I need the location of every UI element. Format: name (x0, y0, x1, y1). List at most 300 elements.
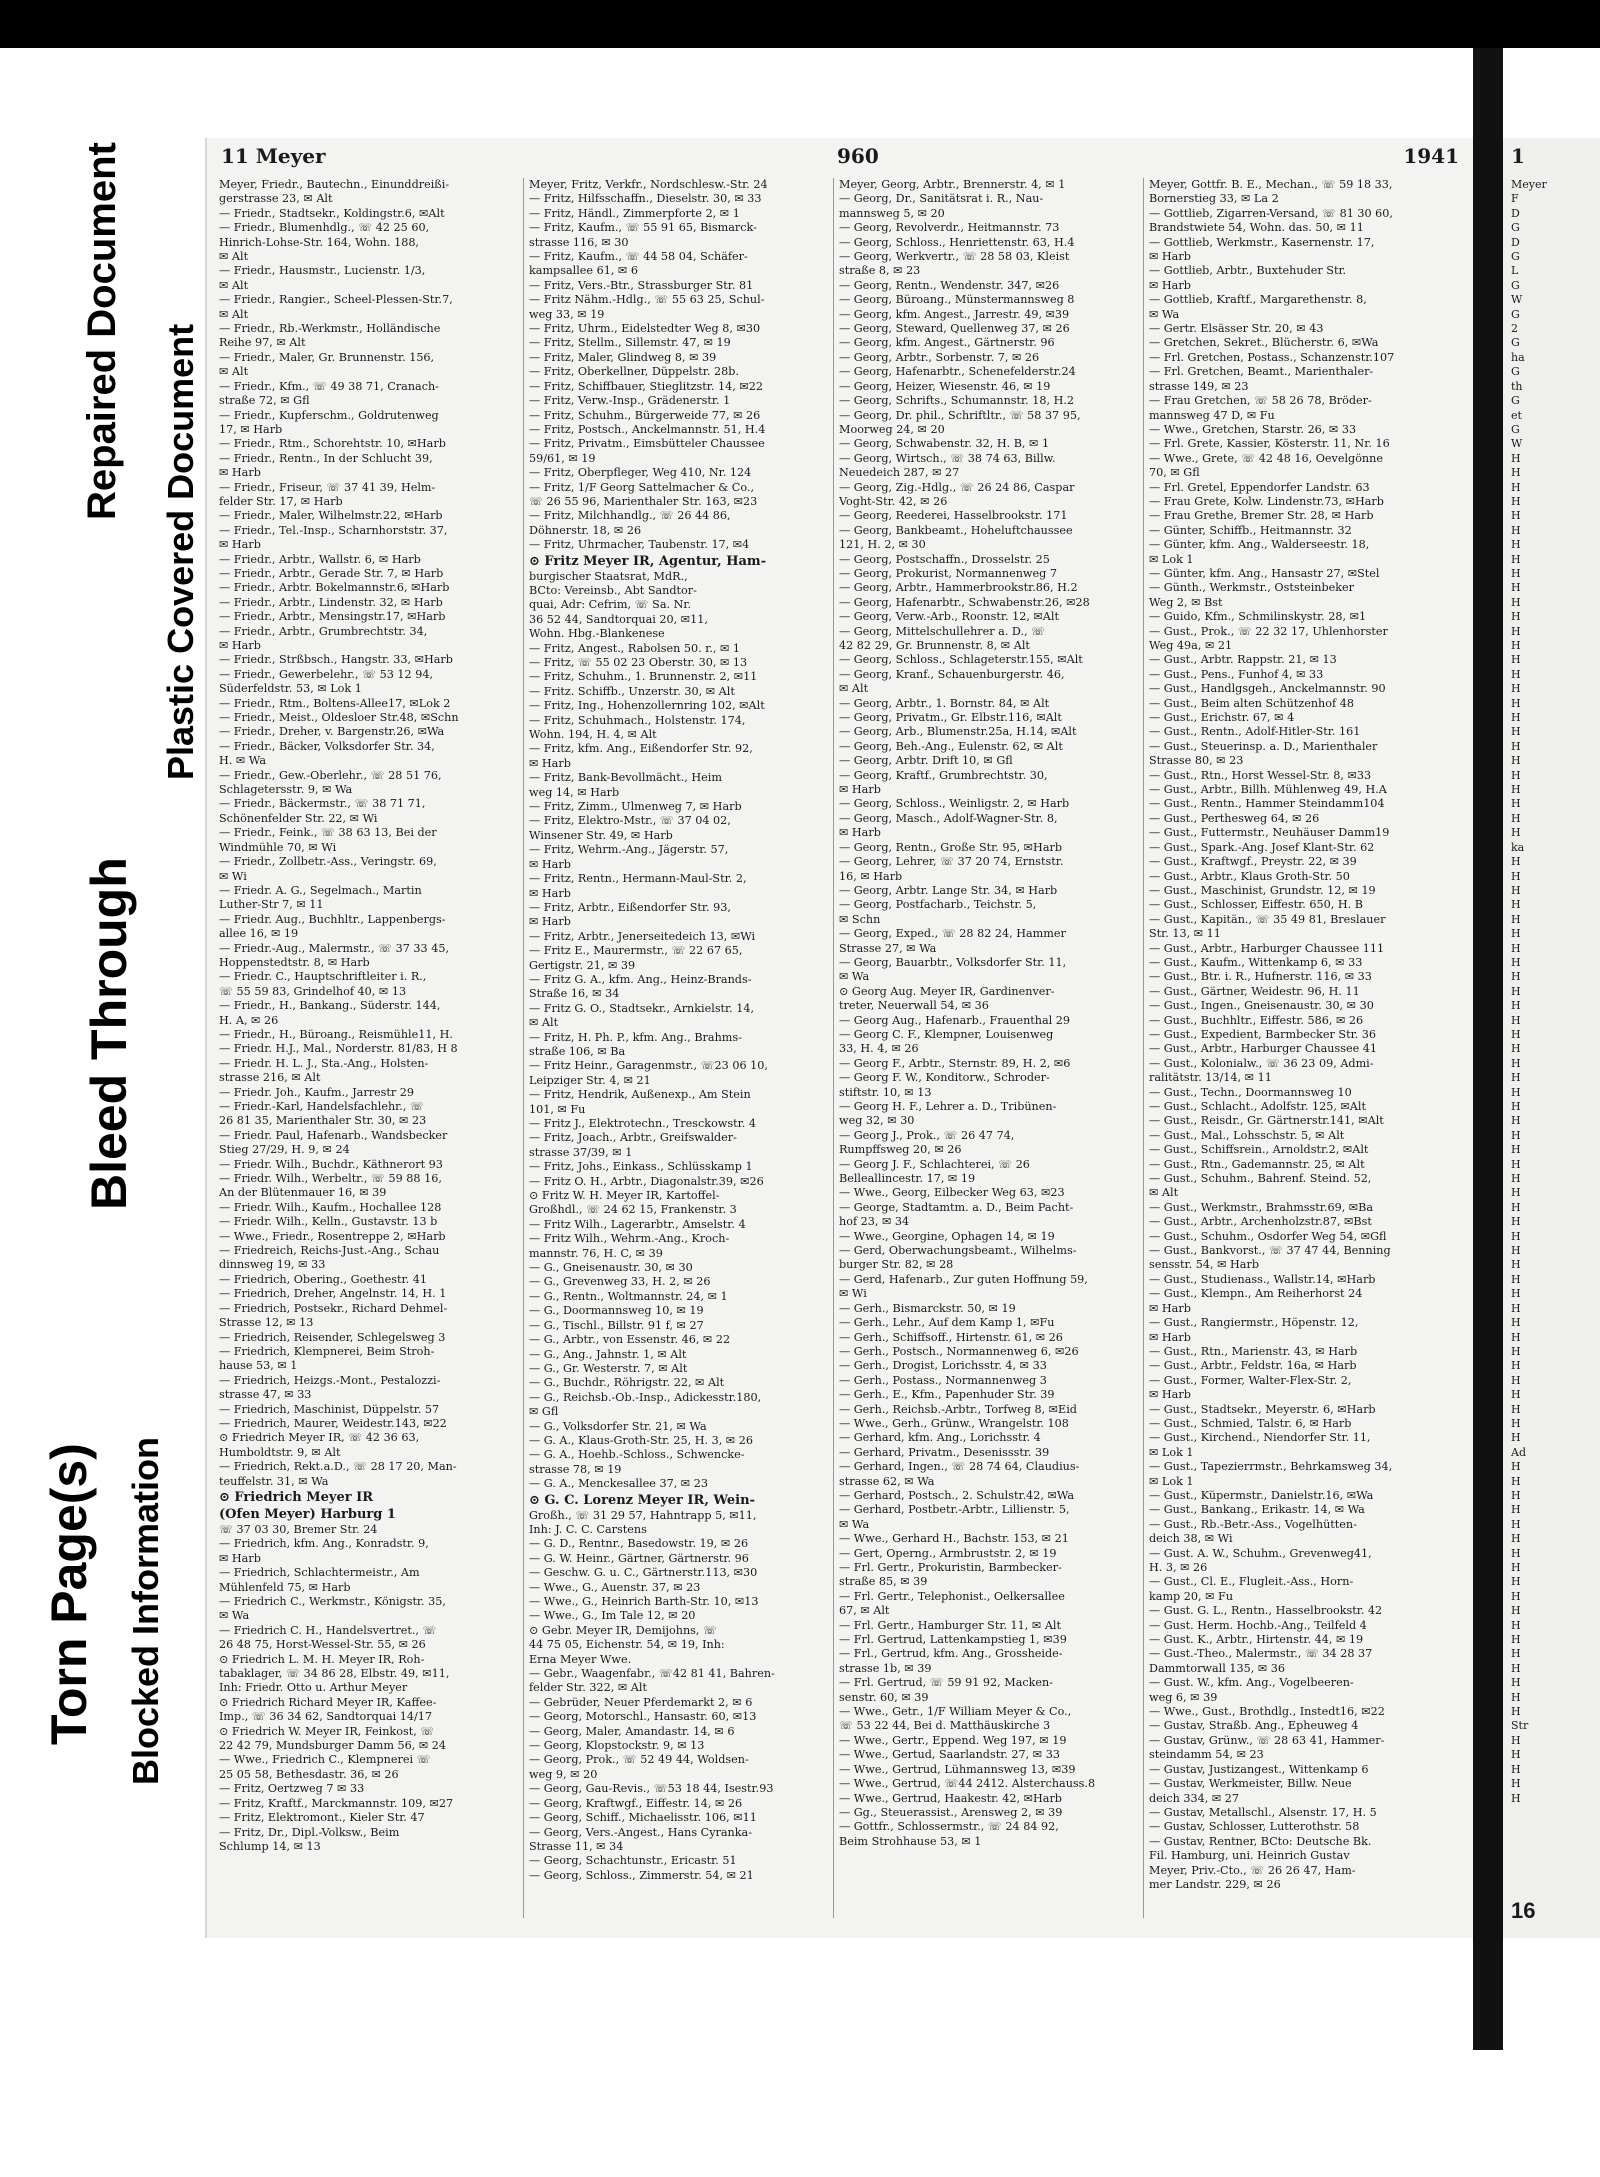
directory-entry: — Fritz, Joach., Arbtr., Greifswalder- (529, 1131, 737, 1145)
directory-entry: — Gottlieb, Arbtr., Buxtehuder Str. (1149, 264, 1347, 278)
directory-entry: — Fritz, Hilfsschaffn., Dieselstr. 30, ✉ 33 (529, 192, 762, 206)
directory-entry: — G., Reichsb.-Ob.-Insp., Adickesstr.180, (529, 1390, 762, 1404)
directory-entry: H (1511, 725, 1521, 739)
directory-entry: — Fritz, Postsch., Anckelmannstr. 51, H.4 (529, 422, 766, 436)
directory-entry: — Gust., Bankang., Erikastr. 14, ✉ Wa (1149, 1503, 1365, 1517)
directory-entry: — Gust., Handlgsgeh., Anckelmannstr. 90 (1149, 682, 1386, 696)
directory-entry: ✉ Harb (529, 857, 571, 871)
directory-entry: — Fritz G. O., Stadtsekr., Arnkielstr. 14, (529, 1001, 755, 1015)
directory-entry: — Georg, Mittelschullehrer a. D., ☏ (839, 624, 1046, 638)
directory-entry: — Gust., Arbtr., Archenholzstr.87, ✉Bst (1149, 1215, 1372, 1229)
directory-entry: H (1511, 927, 1521, 941)
directory-entry: ✉ Harb (529, 756, 571, 770)
directory-entry: ⊙ Friedrich Richard Meyer IR, Kaffee- (219, 1695, 437, 1709)
label-bleed-through: Bleed Through (81, 857, 137, 1210)
directory-entry: H (1511, 1215, 1521, 1229)
directory-entry: — Friedr., Meist., Oldesloer Str.48, ✉Schn (219, 711, 459, 725)
directory-entry: G (1511, 307, 1520, 321)
directory-entry: deich 334, ✉ 27 (1149, 1791, 1240, 1805)
directory-entry: — Günter, kfm. Ang., Hansastr 27, ✉Stel (1149, 566, 1380, 580)
directory-entry: H (1511, 754, 1521, 768)
directory-entry: H (1511, 1200, 1521, 1214)
directory-entry: — Wwe., Friedr., Rosentreppe 2, ✉Harb (219, 1229, 446, 1243)
directory-entry: — Georg, Postschaffn., Drosselstr. 25 (839, 552, 1050, 566)
directory-entry: — Gust., Schlosser, Eiffestr. 650, H. B (1149, 898, 1363, 912)
directory-entry: H (1511, 1561, 1521, 1574)
directory-entry: H (1511, 1733, 1521, 1747)
directory-entry: H (1511, 883, 1521, 897)
directory-entry: H (1511, 1676, 1521, 1690)
directory-entry: — Frau Grete, Kolw. Lindenstr.73, ✉Harb (1149, 494, 1384, 508)
directory-entry: H (1511, 509, 1521, 523)
directory-entry: weg 33, ✉ 19 (529, 307, 605, 321)
directory-entry: 26 81 35, Marienthaler Str. 30, ✉ 23 (219, 1114, 427, 1128)
directory-entry: — Georg, Motorschl., Hansastr. 60, ✉13 (529, 1710, 757, 1724)
directory-entry: Humboldtstr. 9, ✉ Alt (219, 1445, 341, 1459)
directory-entry: H (1511, 912, 1521, 926)
directory-entry: H (1511, 855, 1521, 869)
directory-entry: — Gust. K., Arbtr., Hirtenstr. 44, ✉ 19 (1149, 1633, 1364, 1647)
directory-entry: D (1511, 235, 1520, 249)
directory-entry: — G., Grevenweg 33, H. 2, ✉ 26 (529, 1275, 711, 1289)
directory-entry: H (1511, 1373, 1521, 1387)
directory-entry: — Gerhard, Privatm., Desenissstr. 39 (839, 1445, 1050, 1459)
directory-entry: H (1511, 1604, 1521, 1618)
directory-entry: Schönenfelder Str. 22, ✉ Wi (219, 811, 378, 825)
directory-entry: — Frl. Gertr., Prokuristin, Barmbecker- (839, 1561, 1062, 1574)
directory-entry: — Friedr., Gewerbelehr., ☏ 53 12 94, (219, 667, 433, 681)
directory-entry: — Wwe., Georgine, Ophagen 14, ✉ 19 (839, 1229, 1055, 1243)
directory-entry: Reihe 97, ✉ Alt (219, 336, 306, 350)
directory-entry: ✉ Alt (529, 1016, 559, 1030)
directory-entry: — Fritz, Schuhm., Bürgerweide 77, ✉ 26 (529, 408, 761, 422)
directory-entry: — Gerh., Schiffsoff., Hirtenstr. 61, ✉ 26 (839, 1330, 1063, 1344)
directory-entry: BCto: Vereinsb., Abt Sandtor- (529, 583, 697, 597)
directory-entry: ✉ Harb (1149, 1301, 1191, 1315)
directory-entry: — G. W. Heinr., Gärtner, Gärtnerstr. 96 (529, 1551, 749, 1565)
directory-entry: G (1511, 336, 1520, 350)
directory-entry: mer Landstr. 229, ✉ 26 (1149, 1877, 1281, 1891)
directory-entry: — Gust., Arbtr., Harburger Chaussee 41 (1149, 1042, 1377, 1056)
directory-entry: — G. D., Rentnr., Basedowstr. 19, ✉ 26 (529, 1537, 749, 1551)
directory-entry: H (1511, 1777, 1521, 1791)
directory-entry: — Fritz, Ing., Hohenzollernring 102, ✉Alt (529, 699, 765, 713)
directory-entry: — Fritz, 1/F Georg Sattelmacher & Co., (529, 480, 755, 494)
directory-entry: — Gust., Kaufm., Wittenkamp 6, ✉ 33 (1149, 955, 1363, 969)
directory-entry: burger Str. 82, ✉ 28 (839, 1258, 954, 1272)
directory-entry: strasse 37/39, ✉ 1 (529, 1145, 633, 1159)
directory-entry: H (1511, 1100, 1521, 1113)
directory-entry: ✉ Harb (219, 538, 261, 552)
directory-entry: — Gebrüder, Neuer Pferdemarkt 2, ✉ 6 (529, 1695, 753, 1709)
directory-entry: — Georg, Schloss., Schlageterstr.155, ✉Alt (839, 653, 1083, 667)
directory-entry: — Georg, Klopstockstr. 9, ✉ 13 (529, 1739, 705, 1753)
directory-entry: ⊙ Friedrich L. M. H. Meyer IR, Roh- (219, 1652, 425, 1666)
directory-entry: ⊙ Friedrich Meyer IR (219, 1489, 373, 1505)
directory-entry: hof 23, ✉ 34 (839, 1215, 910, 1229)
directory-entry: — Fritz, Oberpfleger, Weg 410, Nr. 124 (529, 466, 752, 480)
directory-entry: — Gottlieb, Zigarren-Versand, ☏ 81 30 60, (1149, 206, 1393, 220)
directory-entry: treter, Neuerwall 54, ✉ 36 (839, 999, 989, 1013)
directory-entry: — Georg, Reederei, Hasselbrookstr. 171 (839, 509, 1068, 523)
directory-entry: — Georg, Bauarbtr., Volksdorfer Str. 11, (839, 955, 1067, 969)
directory-entry: H (1511, 811, 1521, 825)
directory-entry: — Fritz, Oertzweg 7 ✉ 33 (219, 1782, 365, 1796)
directory-entry: — Gust., Mal., Lohsschstr. 5, ✉ Alt (1149, 1128, 1345, 1142)
directory-entry: — Frl. Gertrud, ☏ 59 91 92, Macken- (839, 1676, 1054, 1690)
directory-entry: — Fritz, Uhrm., Eidelstedter Weg 8, ✉30 (529, 322, 761, 336)
directory-entry: ✉ Wa (839, 970, 870, 984)
directory-entry: 33, H. 4, ✉ 26 (839, 1042, 919, 1056)
directory-entry: — Gust., Rtn., Horst Wessel-Str. 8, ✉33 (1149, 768, 1372, 782)
directory-entry: — Georg, Heizer, Wiesenstr. 46, ✉ 19 (839, 379, 1051, 393)
next-page-number: 16 (1511, 1898, 1536, 1923)
directory-entry: ⊙ Friedrich W. Meyer IR, Feinkost, ☏ (219, 1724, 435, 1738)
directory-entry: — Fritz J., Elektrotechn., Tresckowstr. 4 (529, 1117, 756, 1130)
directory-entry: — Fritz, ☏ 55 02 23 Oberstr. 30, ✉ 13 (529, 656, 748, 669)
directory-entry: — Georg H. F., Lehrer a. D., Tribünen- (839, 1100, 1057, 1113)
directory-entry: — Georg, Gau-Revis., ☏53 18 44, Isestr.93 (529, 1782, 774, 1796)
directory-entry: 101, ✉ Fu (529, 1102, 586, 1116)
directory-entry: — Gust., Former, Walter-Flex-Str. 2, (1149, 1373, 1352, 1387)
directory-entry: Str (1511, 1719, 1529, 1733)
directory-entry: — Gust., Rangiermstr., Höpenstr. 12, (1149, 1316, 1359, 1330)
directory-entry: — Friedr., Arbtr., Grumbrechtstr. 34, (219, 624, 428, 638)
directory-entry: — Gretchen, Sekret., Blücherstr. 6, ✉Wa (1149, 336, 1379, 350)
directory-entry: Stieg 27/29, H. 9, ✉ 24 (219, 1143, 350, 1157)
directory-entry: — G., Doormannsweg 10, ✉ 19 (529, 1304, 704, 1318)
directory-entry: — Gerh., Postsch., Normannenweg 6, ✉26 (839, 1344, 1079, 1358)
directory-entry: H (1511, 696, 1521, 710)
directory-entry: H (1511, 1128, 1521, 1142)
directory-entry: — Friedr. C., Hauptschriftleiter i. R., (219, 970, 427, 984)
directory-entry: — Gerh., Lehr., Auf dem Kamp 1, ✉Fu (839, 1316, 1055, 1330)
directory-entry: — Fritz Wilh., Wehrm.-Ang., Kroch- (529, 1232, 730, 1246)
directory-entry: — Gottlieb, Werkmstr., Kasernenstr. 17, (1149, 235, 1375, 249)
directory-entry: Strasse 27, ✉ Wa (839, 941, 937, 955)
directory-entry: Str. 13, ✉ 11 (1149, 927, 1221, 941)
directory-entry: H (1511, 566, 1521, 580)
directory-entry: — Friedrich, Heizgs.-Mont., Pestalozzi- (219, 1373, 441, 1387)
directory-entry: ✉ Wi (219, 869, 247, 883)
page-gutter (1473, 48, 1503, 2050)
directory-entry: — Gust., Schlacht., Adolfstr. 125, ✉Alt (1149, 1100, 1366, 1113)
directory-entry: H (1511, 1690, 1521, 1704)
directory-entry: — Gust., Küpermstr., Danielstr.16, ✉Wa (1149, 1488, 1374, 1502)
directory-entry: — Gust., Rb.-Betr.-Ass., Vogelhütten- (1149, 1517, 1357, 1531)
directory-entry: felder Str. 322, ✉ Alt (529, 1681, 647, 1695)
directory-entry: — Friedr., Friseur, ☏ 37 41 39, Helm- (219, 480, 436, 494)
directory-entry: H (1511, 1661, 1521, 1675)
directory-entry: — Gustav, Straßb. Ang., Epheuweg 4 (1149, 1719, 1359, 1733)
directory-entry: Weg 49a, ✉ 21 (1149, 639, 1233, 652)
header-page-number: 960 (837, 144, 879, 168)
directory-entry: H (1511, 552, 1521, 566)
column-divider (1143, 178, 1144, 1918)
directory-entry: — Georg, Arbtr. Drift 10, ✉ Gfl (839, 754, 1013, 768)
directory-entry: — Georg, Vers.-Angest., Hans Cyranka- (529, 1825, 752, 1839)
directory-entry: H (1511, 1474, 1521, 1488)
directory-entry: ha (1511, 350, 1525, 364)
directory-entry: — Georg, Kraftwgf., Eiffestr. 14, ✉ 26 (529, 1796, 743, 1810)
directory-entry: H (1511, 1114, 1521, 1128)
directory-entry: — Friedrich C., Werkmstr., Königstr. 35, (219, 1595, 446, 1608)
directory-entry: ✉ Lok 1 (1149, 1474, 1194, 1488)
directory-entry: — Friedr., H., Büroang., Reismühle11, H. (219, 1027, 453, 1041)
directory-entry: — Gust., Schuhm., Osdorfer Weg 54, ✉Gfl (1149, 1229, 1387, 1243)
directory-entry: — Friedr. Wilh., Kaufm., Hochallee 128 (219, 1200, 442, 1214)
directory-entry: — Wwe., Georg, Eilbecker Weg 63, ✉23 (839, 1186, 1065, 1200)
directory-entry: ✉ Harb (219, 1551, 261, 1565)
directory-entry: — Gust., Bankvorst., ☏ 37 47 44, Benning (1149, 1244, 1391, 1258)
directory-entry: Strasse 12, ✉ 13 (219, 1316, 314, 1330)
directory-entry: W (1511, 437, 1523, 451)
directory-entry: — Fritz, Händl., Zimmerpforte 2, ✉ 1 (529, 206, 740, 220)
directory-entry: — Friedrich C. H., Handelsvertret., ☏ (219, 1623, 437, 1637)
directory-entry: — Gust., Reisdr., Gr. Gärtnerstr.141, ✉Alt (1149, 1114, 1384, 1128)
directory-entry: ralitätstr. 13/14, ✉ 11 (1149, 1071, 1272, 1085)
directory-entry: — Georg F. W., Konditorw., Schroder- (839, 1071, 1050, 1085)
directory-entry: weg 14, ✉ Harb (529, 785, 620, 799)
directory-entry: — Fritz Wilh., Lagerarbtr., Amselstr. 4 (529, 1217, 746, 1231)
directory-entry: — Friedrich, Maschinist, Düppelstr. 57 (219, 1402, 440, 1416)
directory-entry: H (1511, 1042, 1521, 1056)
directory-entry: — Gustav, Rentner, BCto: Deutsche Bk. (1149, 1834, 1372, 1848)
directory-entry: ✉ Alt (219, 278, 249, 292)
directory-entry: — Gottfr., Schlossermstr., ☏ 24 84 92, (839, 1820, 1059, 1834)
directory-entry: et (1511, 408, 1522, 422)
directory-entry: — Georg, Dr., Sanitätsrat i. R., Nau- (839, 192, 1044, 206)
directory-entry: — Fritz, Privatm., Eimsbütteler Chaussee (529, 437, 765, 451)
directory-entry: ⊙ Gebr. Meyer IR, Demijohns, ☏ (529, 1623, 717, 1637)
directory-entry: ✉ Harb (1149, 250, 1191, 264)
directory-entry: — Fritz, Kaufm., ☏ 55 91 65, Bismarck- (529, 221, 757, 235)
directory-entry: ✉ Alt (1149, 1186, 1179, 1200)
directory-entry: — Frl., Gertrud, kfm. Ang., Grossheide- (839, 1647, 1063, 1661)
directory-entry: — Fritz, Wehrm.-Ang., Jägerstr. 57, (529, 843, 729, 857)
directory-entry: — Friedr., Zollbetr.-Ass., Veringstr. 69, (219, 855, 437, 869)
directory-entry: — Friedr. Joh., Kaufm., Jarrestr 29 (219, 1085, 415, 1099)
directory-entry: — Friedr., Arbtr. Bokelmannstr.6, ✉Harb (219, 581, 450, 595)
directory-entry: Rumpffsweg 20, ✉ 26 (839, 1143, 962, 1157)
directory-entry: — Friedr., Kupferschm., Goldrutenweg (219, 408, 439, 422)
directory-entry: — Friedrich, Obering., Goethestr. 41 (219, 1272, 427, 1286)
directory-entry: — Fritz, Kraftf., Marckmannstr. 109, ✉27 (219, 1796, 454, 1810)
directory-entry: — Georg, Arb., Blumenstr.25a, H.14, ✉Alt (839, 725, 1077, 739)
directory-entry: 26 48 75, Horst-Wessel-Str. 55, ✉ 26 (219, 1638, 426, 1652)
directory-entry: — Georg, Schloss., Zimmerstr. 54, ✉ 21 (529, 1868, 754, 1882)
directory-entry: F (1511, 192, 1519, 206)
directory-entry: — Friedr. Paul, Hafenarb., Wandsbecker (219, 1128, 448, 1142)
directory-entry: — Friedrich, Postsekr., Richard Dehmel- (219, 1301, 448, 1315)
header-year: 1941 (1403, 144, 1459, 168)
directory-entry: — Gust., Cl. E., Flugleit.-Ass., Horn- (1149, 1575, 1354, 1589)
directory-entry: H (1511, 826, 1521, 840)
directory-entry: — Gust., Kapitän., ☏ 35 49 81, Breslauer (1149, 912, 1386, 926)
directory-entry: — Gust., Arbtr., Feldstr. 16a, ✉ Harb (1149, 1359, 1357, 1373)
directory-entry: H (1511, 1589, 1521, 1603)
directory-entry: ✉ Gfl (529, 1405, 559, 1419)
directory-entry: ✉ Lok 1 (1149, 1445, 1194, 1459)
directory-entry: H (1511, 610, 1521, 624)
directory-entry: — Friedr., Stadtsekr., Koldingstr.6, ✉Alt (219, 206, 445, 220)
directory-entry: — Georg, Masch., Adolf-Wagner-Str. 8, (839, 811, 1058, 825)
directory-entry: — Wwe., Grete, ☏ 42 48 16, Oevelgönne (1149, 451, 1383, 465)
directory-entry: — Fritz, Kaufm., ☏ 44 58 04, Schäfer- (529, 250, 748, 264)
directory-entry: — Gustav, Schlosser, Lutterothstr. 58 (1149, 1820, 1360, 1834)
directory-entry: — Gust., Perthesweg 64, ✉ 26 (1149, 811, 1320, 825)
directory-entry: — Friedr., Tel.-Insp., Scharnhorststr. 37, (219, 523, 448, 537)
directory-entry: — Georg Aug., Hafenarb., Frauenthal 29 (839, 1013, 1071, 1027)
directory-entry: G (1511, 250, 1520, 264)
directory-entry: — Gust. A. W., Schuhm., Grevenweg41, (1149, 1546, 1372, 1560)
directory-entry: H (1511, 1575, 1521, 1589)
directory-entry: — Wwe., G., Auenstr. 37, ✉ 23 (529, 1580, 701, 1594)
directory-entry: — Friedr., Bäckermstr., ☏ 38 71 71, (219, 797, 426, 811)
directory-entry: — Frau Gretchen, ☏ 58 26 78, Bröder- (1149, 394, 1372, 408)
directory-entry: Meyer, Fritz, Verkfr., Nordschlesw.-Str. 24 (529, 178, 768, 191)
directory-entry: — Frau Grethe, Bremer Str. 28, ✉ Harb (1149, 509, 1374, 523)
directory-entry: — Fritz, Stellm., Sillemstr. 47, ✉ 19 (529, 336, 731, 350)
directory-entry: 44 75 05, Eichenstr. 54, ✉ 19, Inh: (529, 1638, 725, 1652)
directory-entry: — Gust., Schmied, Talstr. 6, ✉ Harb (1149, 1416, 1352, 1430)
directory-entry: straße 85, ✉ 39 (839, 1575, 928, 1589)
directory-entry: — Friedr. Aug., Buchhltr., Lappenbergs- (219, 912, 446, 926)
directory-entry: — Gustav, Werkmeister, Billw. Neue (1149, 1777, 1352, 1791)
column-2 (529, 178, 829, 1928)
directory-entry: ✉ Wa (1149, 307, 1180, 321)
column-divider (523, 178, 524, 1918)
directory-entry: — Georg, Lehrer, ☏ 37 20 74, Ernststr. (839, 855, 1064, 869)
directory-entry: — G., Volksdorfer Str. 21, ✉ Wa (529, 1419, 707, 1433)
directory-entry: — Gust., Rentn., Hammer Steindamm104 (1149, 797, 1385, 811)
directory-entry: — Georg, Steward, Quellenweg 37, ✉ 26 (839, 322, 1070, 336)
directory-entry: — Wwe., Getr., 1/F William Meyer & Co., (839, 1705, 1072, 1719)
directory-entry: — Friedr. H.J., Mal., Norderstr. 81/83, H 8 (219, 1042, 458, 1056)
directory-entry: — Friedr., Feink., ☏ 38 63 13, Bei der (219, 826, 437, 840)
directory-entry: H (1511, 970, 1521, 984)
directory-entry: — Gust., Rentn., Adolf-Hitler-Str. 161 (1149, 725, 1361, 739)
directory-entry: Leipziger Str. 4, ✉ 21 (529, 1073, 651, 1087)
directory-entry: — Friedr., Arbtr., Mensingstr.17, ✉Harb (219, 610, 446, 624)
directory-entry: — Georg, Hafenarbtr., Schenefelderstr.24 (839, 365, 1076, 379)
directory-entry: — Fritz, Angest., Rabolsen 50. r., ✉ 1 (529, 641, 741, 655)
directory-entry: — Friedr. Wilh., Buchdr., Käthnerort 93 (219, 1157, 443, 1171)
directory-entry: — G., Rentn., Woltmannstr. 24, ✉ 1 (529, 1289, 728, 1303)
directory-entry: H. A, ✉ 26 (219, 1013, 279, 1027)
directory-entry: — Gust., Studienass., Wallstr.14, ✉Harb (1149, 1272, 1376, 1286)
directory-entry: — Wwe., Gertud, Saarlandstr. 27, ✉ 33 (839, 1748, 1060, 1762)
directory-entry: — Georg C. F., Klempner, Louisenweg (839, 1027, 1054, 1041)
directory-entry: — Fritz, Vers.-Btr., Strassburger Str. 81 (529, 278, 754, 292)
directory-entry: — Guido, Kfm., Schmilinskystr. 28, ✉1 (1149, 610, 1367, 624)
directory-entry: — Friedr., Bäcker, Volksdorfer Str. 34, (219, 739, 435, 753)
directory-entry: H (1511, 1546, 1521, 1560)
directory-entry: — Wwe., Gertr., Eppend. Weg 197, ✉ 19 (839, 1733, 1067, 1747)
directory-entry: — Georg, Schrifts., Schumannstr. 18, H.2 (839, 394, 1075, 408)
directory-entry: — Georg, Bankbeamt., Hoheluftchaussee (839, 523, 1073, 537)
directory-entry: — Gust., Rtn., Marienstr. 43, ✉ Harb (1149, 1344, 1358, 1358)
directory-entry: H (1511, 494, 1521, 508)
directory-entry: — Günter, kfm. Ang., Walderseestr. 18, (1149, 538, 1370, 552)
directory-entry: H (1511, 1244, 1521, 1258)
directory-entry: ✉ Harb (219, 639, 261, 652)
directory-entry: — Georg, kfm. Angest., Jarrestr. 49, ✉39 (839, 307, 1070, 321)
directory-entry: — Gust., Prok., ☏ 22 32 17, Uhlenhorster (1149, 624, 1388, 638)
directory-entry: — G. A., Klaus-Groth-Str. 25, H. 3, ✉ 26 (529, 1433, 753, 1447)
directory-entry: — Gust., Techn., Doormannsweg 10 (1149, 1085, 1352, 1099)
directory-entry: — Gust., Pens., Funhof 4, ✉ 33 (1149, 667, 1324, 681)
next-page-letters (1511, 178, 1547, 1806)
directory-entry: — Friedr., Dreher, v. Bargenstr.26, ✉Wa (219, 725, 445, 739)
directory-entry: Straße 16, ✉ 34 (529, 987, 620, 1001)
directory-entry: quai, Adr: Cefrim, ☏ Sa. Nr. (529, 598, 692, 612)
directory-entry: strasse 216, ✉ Alt (219, 1071, 321, 1085)
column-divider (833, 178, 834, 1918)
directory-entry: L (1511, 264, 1519, 278)
directory-entry: strasse 1b, ✉ 39 (839, 1661, 932, 1675)
directory-entry: — Frl. Grete, Kassier, Kösterstr. 11, Nr. 16 (1149, 437, 1390, 451)
directory-entry: ⊙ Fritz W. H. Meyer IR, Kartoffel- (529, 1189, 720, 1203)
directory-entry: — Frl. Gretchen, Beamt., Marienthaler- (1149, 365, 1374, 379)
directory-entry: Luther-Str 7, ✉ 11 (219, 898, 324, 912)
directory-entry: G (1511, 394, 1520, 408)
directory-entry: 59/61, ✉ 19 (529, 451, 596, 465)
directory-entry: straße 106, ✉ Ba (529, 1044, 626, 1058)
directory-entry: — Gust., Stadtsekr., Meyerstr. 6, ✉Harb (1149, 1402, 1376, 1416)
directory-entry: Mühlenfeld 75, ✉ Harb (219, 1580, 351, 1594)
directory-entry: ✉ Harb (529, 915, 571, 929)
directory-entry: H (1511, 984, 1521, 998)
directory-entry: G (1511, 422, 1520, 436)
directory-entry: H (1511, 682, 1521, 696)
directory-entry: H (1511, 466, 1521, 480)
directory-entry: — Georg, Werkvertr., ☏ 28 58 03, Kleist (839, 250, 1070, 264)
directory-entry: Dammtorwall 135, ✉ 36 (1149, 1661, 1286, 1675)
directory-entry: H (1511, 1359, 1521, 1373)
directory-entry: — Georg, Kraftf., Grumbrechtstr. 30, (839, 768, 1048, 782)
directory-entry: strasse 47, ✉ 33 (219, 1388, 312, 1402)
directory-entry: — Gust., Schuhm., Bahrenf. Steind. 52, (1149, 1172, 1372, 1186)
directory-entry: — Fritz, Zimm., Ulmenweg 7, ✉ Harb (529, 800, 742, 814)
directory-entry: H (1511, 1791, 1521, 1805)
directory-entry: — Gust., Arbtr., Klaus Groth-Str. 50 (1149, 869, 1350, 883)
directory-entry: — Gust., Erichstr. 67, ✉ 4 (1149, 711, 1295, 725)
directory-entry: — Wwe., Gertrud, Lühmannsweg 13, ✉39 (839, 1762, 1076, 1776)
directory-entry: 25 05 58, Bethesdastr. 36, ✉ 26 (219, 1767, 399, 1781)
directory-entry: ✉ Harb (219, 466, 261, 480)
directory-entry: — Georg, Büroang., Münstermannsweg 8 (839, 293, 1075, 307)
header-name: 11 Meyer (221, 144, 326, 168)
directory-entry: 42 82 29, Gr. Brunnenstr. 8, ✉ Alt (839, 639, 1030, 652)
directory-entry: An der Blütenmauer 16, ✉ 39 (219, 1186, 387, 1200)
directory-entry: ☏ 55 59 83, Grindelhof 40, ✉ 13 (219, 984, 407, 998)
directory-entry: — Georg, Schloss., Henriettenstr. 63, H.4 (839, 235, 1075, 249)
directory-entry: H (1511, 1157, 1521, 1171)
directory-entry: — Fritz, Dr., Dipl.-Volksw., Beim (219, 1825, 400, 1839)
directory-entry: H (1511, 1301, 1521, 1315)
directory-entry: — Frl. Gertrud, Lattenkampstieg 1, ✉39 (839, 1633, 1067, 1647)
directory-entry: — Wwe., G., Im Tale 12, ✉ 20 (529, 1609, 696, 1623)
directory-entry: — Georg, Beh.-Ang., Eulenstr. 62, ✉ Alt (839, 739, 1063, 753)
directory-entry: H (1511, 1316, 1521, 1330)
directory-entry: — Gerh., Postass., Normannenweg 3 (839, 1373, 1047, 1387)
directory-entry: — Georg, Arbtr. Lange Str. 34, ✉ Harb (839, 883, 1058, 897)
directory-entry: weg 9, ✉ 20 (529, 1767, 598, 1781)
directory-entry: Gertigstr. 21, ✉ 39 (529, 958, 636, 972)
directory-entry: — Friedrich, Rekt.a.D., ☏ 28 17 20, Man- (219, 1460, 457, 1474)
directory-entry: 121, H. 2, ✉ 30 (839, 538, 926, 552)
